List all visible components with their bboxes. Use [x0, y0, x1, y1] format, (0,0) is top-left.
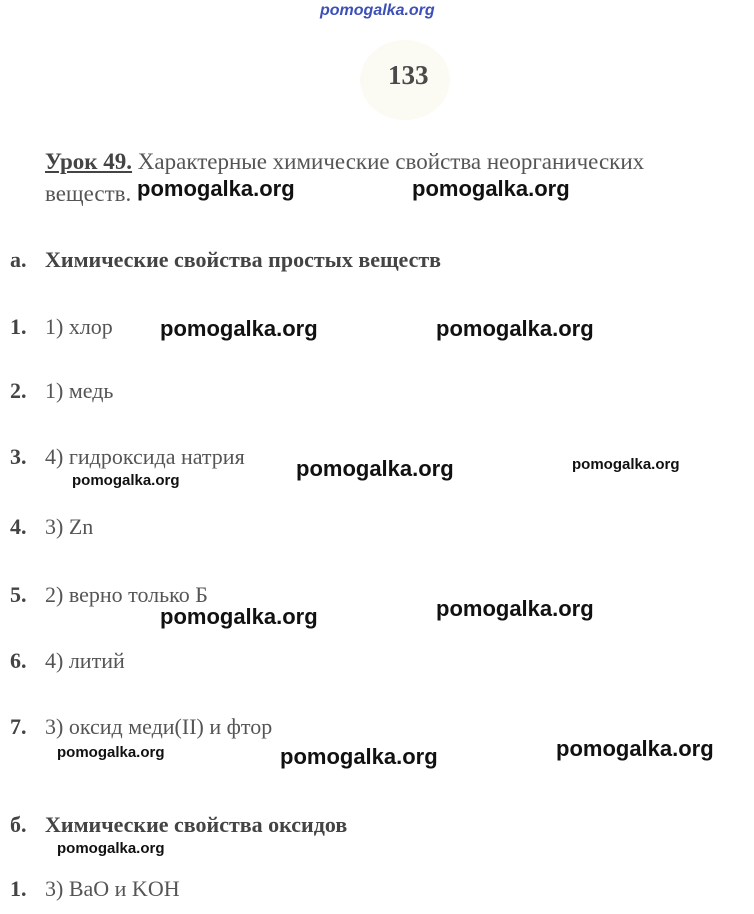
- answer-item: [10, 648, 125, 674]
- watermark: pomogalka.org: [137, 176, 295, 201]
- section-heading-a: [10, 247, 441, 273]
- answer-text: 3) BaO и KOH: [45, 876, 180, 901]
- answer-item: [10, 314, 113, 340]
- lesson-label: Урок 49.: [45, 149, 133, 174]
- answer-text: 1) хлор: [45, 314, 113, 339]
- answer-item: [10, 514, 93, 540]
- section-letter: а.: [10, 247, 27, 272]
- answer-number: 5.: [10, 582, 27, 607]
- section-title: Химические свойства оксидов: [45, 812, 348, 837]
- answer-text: 3) оксид меди(II) и фтор: [45, 714, 273, 739]
- answer-item: [10, 378, 113, 404]
- answer-item: [10, 444, 245, 470]
- lesson-title-line1: Характерные химические свойства неорганических: [137, 149, 645, 174]
- answer-text: 2) верно только Б: [45, 582, 208, 607]
- watermark: pomogalka.org: [280, 744, 438, 769]
- answer-text: 4) гидроксида натрия: [45, 444, 245, 469]
- watermark: pomogalka.org: [436, 316, 594, 341]
- watermark: pomogalka.org: [57, 840, 165, 857]
- answer-number: 1.: [10, 876, 27, 901]
- answer-number: 3.: [10, 444, 27, 469]
- answer-text: 4) литий: [45, 648, 125, 673]
- answer-number: 4.: [10, 514, 27, 539]
- watermark: pomogalka.org: [412, 176, 570, 201]
- answer-number: 7.: [10, 714, 27, 739]
- page-number: 133: [388, 60, 429, 90]
- answer-number: 2.: [10, 378, 27, 403]
- watermark: pomogalka.org: [57, 744, 165, 761]
- watermark: pomogalka.org: [436, 596, 594, 621]
- watermark: pomogalka.org: [296, 456, 454, 481]
- answer-item: [10, 876, 180, 902]
- section-heading-b: [10, 812, 347, 838]
- answer-item: [10, 714, 272, 740]
- answer-number: 1.: [10, 314, 27, 339]
- watermark: pomogalka.org: [572, 456, 680, 473]
- watermark: pomogalka.org: [160, 604, 318, 629]
- watermark: pomogalka.org: [556, 736, 714, 761]
- site-header-watermark: pomogalka.org: [320, 2, 435, 19]
- section-letter: б.: [10, 812, 27, 837]
- watermark: pomogalka.org: [160, 316, 318, 341]
- watermark: pomogalka.org: [72, 472, 180, 489]
- section-title: Химические свойства простых веществ: [45, 247, 442, 272]
- answer-number: 6.: [10, 648, 27, 673]
- lesson-title-line2: веществ.: [45, 181, 132, 206]
- answer-text: 3) Zn: [45, 514, 94, 539]
- answer-text: 1) медь: [45, 378, 114, 403]
